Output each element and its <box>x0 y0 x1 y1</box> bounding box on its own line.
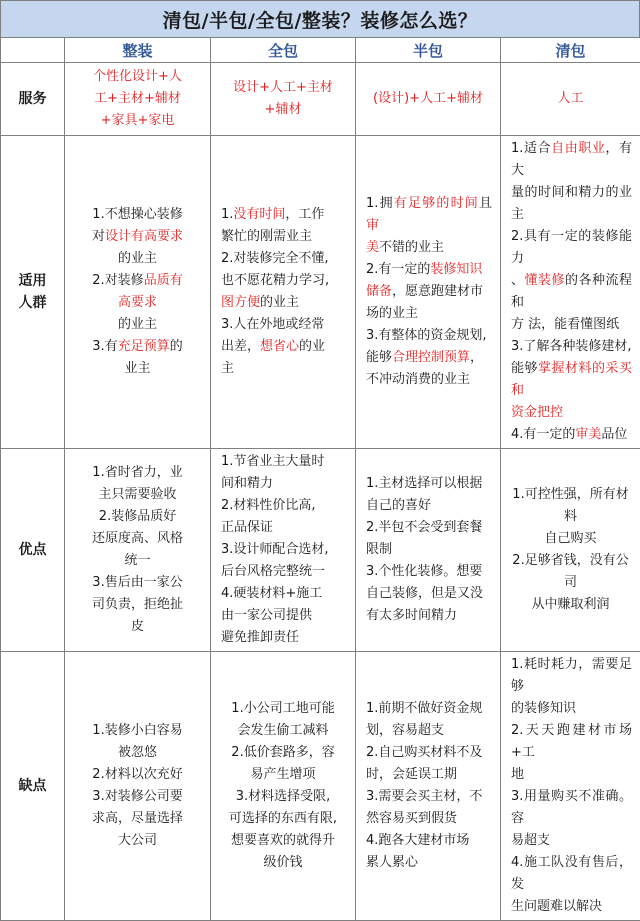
audience-text-line <box>221 292 347 314</box>
cons-text-line: 累人累心 <box>366 852 492 874</box>
cons-text-line: 1.装修小白容易 <box>71 720 204 742</box>
row-label-audience <box>1 136 65 449</box>
audience-text: ， <box>470 350 483 365</box>
column-header-row <box>1 38 640 63</box>
service-text-line: 工+主材+辅材 <box>65 88 210 110</box>
audience-text-line <box>511 182 632 226</box>
audience-text-line <box>366 303 492 325</box>
cons-text-line: 被忽悠 <box>71 742 204 764</box>
audience-text: 2.有一定的 <box>366 262 430 277</box>
audience-highlight: 没有时间 <box>233 207 285 222</box>
cons-cell <box>65 652 211 921</box>
audience-text: 3.有 <box>92 339 117 354</box>
audience-highlight: 高要求 <box>118 295 157 310</box>
service-cell <box>65 63 211 136</box>
cons-text-line: 易超支 <box>511 830 632 852</box>
audience-text-line <box>511 138 632 182</box>
audience-text-line <box>366 325 492 347</box>
cons-text-line: 1.耗时耗力，需要足够 <box>511 654 632 698</box>
cons-text-line: 然容易买到假货 <box>366 808 492 830</box>
audience-highlight: 设计有高要求 <box>105 229 183 244</box>
audience-text: 的 <box>170 339 183 354</box>
pros-text-line: 1.节省业主大量时 <box>221 451 347 473</box>
audience-text: 1.不想操心装修 <box>92 207 182 222</box>
audience-text: 繁忙的刚需业主 <box>221 229 312 244</box>
audience-text-line <box>511 314 632 336</box>
audience-highlight: 储备 <box>366 284 392 299</box>
audience-cell <box>211 136 356 449</box>
audience-text: 2.对装修 <box>92 273 143 288</box>
pros-text-line: 有太多时间精力 <box>366 605 492 627</box>
audience-text: 也不愿花精力学习, <box>221 273 329 288</box>
audience-text: 、 <box>511 273 525 288</box>
audience-text-line <box>221 204 347 226</box>
pros-text-line: 避免推卸责任 <box>221 627 347 649</box>
audience-text: 能够 <box>366 350 392 365</box>
audience-highlight: 图方便 <box>221 295 260 310</box>
audience-text: 不冲动消费的业主 <box>366 372 470 387</box>
audience-highlight: 美 <box>366 240 379 255</box>
comparison-table <box>0 37 640 921</box>
column-header-quanbao: 全包 <box>211 38 356 63</box>
audience-text: 不错的业主 <box>379 240 444 255</box>
audience-text-line <box>71 248 204 270</box>
service-text-line: 设计+人工+主材 <box>211 77 355 99</box>
cons-text-line: 级价钱 <box>217 852 349 874</box>
audience-highlight: 审 <box>366 218 379 233</box>
cons-text-line: 的装修知识 <box>511 698 632 720</box>
pros-text-line: 2.足够省钱，没有公司 <box>507 550 634 594</box>
audience-text: 3.人在外地或经常 <box>221 317 324 332</box>
cons-text-line: 3.需要会买主材，不 <box>366 786 492 808</box>
audience-text-line <box>511 358 632 402</box>
column-header-zhengzhuang: 整装 <box>65 38 211 63</box>
audience-text: ，工作 <box>285 207 324 222</box>
cons-text-line: 3.材料选择受限, <box>217 786 349 808</box>
cons-text-line: 1.前期不做好资金规 <box>366 698 492 720</box>
audience-text: 出差， <box>221 339 260 354</box>
audience-text-line <box>221 336 347 358</box>
audience-text-line <box>366 259 492 281</box>
pros-text-line: 1.可控性强，所有材料 <box>507 484 634 528</box>
audience-highlight: 掌握材料的采买和 <box>511 361 632 398</box>
audience-text: 的业主 <box>118 317 157 332</box>
audience-highlight: 审美 <box>575 427 601 442</box>
cons-text-line: 2.天天跑建材市场+工 <box>511 720 632 764</box>
audience-text-line <box>71 292 204 314</box>
pros-cell <box>65 449 211 652</box>
cons-text-line: 地 <box>511 764 632 786</box>
service-cell <box>356 63 501 136</box>
audience-highlight: 装修知识 <box>430 262 482 277</box>
service-text-line: +辅材 <box>211 99 355 121</box>
audience-text: 且 <box>479 196 492 211</box>
audience-text-line <box>511 226 632 270</box>
audience-text: 2.具有一定的装修能力 <box>511 229 632 266</box>
pros-text-line: 统一 <box>71 550 204 572</box>
cons-text-line: 2.自己购买材料不及 <box>366 742 492 764</box>
pros-cell <box>501 449 640 652</box>
row-label-pros: 优点 <box>1 449 65 652</box>
cons-text-line: 时，会延误工期 <box>366 764 492 786</box>
pros-text-line: 还原度高、风格 <box>71 528 204 550</box>
pros-text-line: 由一家公司提供 <box>221 605 347 627</box>
audience-text-line <box>221 270 347 292</box>
audience-text-line <box>71 226 204 248</box>
corner-cell <box>1 38 65 63</box>
audience-highlight: 懂装修 <box>525 273 565 288</box>
audience-cell <box>501 136 640 449</box>
audience-text-line <box>221 314 347 336</box>
audience-text-line <box>71 204 204 226</box>
audience-text: ，愿意跑建材市 <box>392 284 483 299</box>
audience-text-line <box>366 193 492 237</box>
pros-text-line: 2.装修品质好 <box>71 506 204 528</box>
pros-text-line: 从中赚取利润 <box>507 594 634 616</box>
audience-text-line <box>71 314 204 336</box>
cons-text-line: 大公司 <box>71 830 204 852</box>
pros-text-line: 自己购买 <box>507 528 634 550</box>
pros-text-line: 限制 <box>366 539 492 561</box>
pros-text-line: 后台风格完整统一 <box>221 561 347 583</box>
service-cell <box>501 63 640 136</box>
pros-text-line: 主只需要验收 <box>71 484 204 506</box>
service-text-line: 人工 <box>501 88 640 110</box>
cons-text-line: 可选择的东西有限, <box>217 808 349 830</box>
cons-text-line: 会发生偷工减料 <box>217 720 349 742</box>
column-header-banbao: 半包 <box>356 38 501 63</box>
audience-text-line <box>71 336 204 358</box>
pros-text-line: 正品保证 <box>221 517 347 539</box>
audience-highlight: 自由职业 <box>551 141 605 156</box>
audience-text: 方 法，能看懂图纸 <box>511 317 619 332</box>
audience-text-line <box>366 237 492 259</box>
audience-text-line <box>221 358 347 380</box>
service-text-line: +家具+家电 <box>65 110 210 132</box>
audience-text: 的业主 <box>260 295 299 310</box>
audience-text: 的各种流程和 <box>511 273 632 310</box>
audience-text: 3.了解各种装修建材, <box>511 339 632 354</box>
cons-cell <box>356 652 501 921</box>
cons-text-line: 3.用量购买不准确。容 <box>511 786 632 830</box>
pros-text-line: 1.省时省力，业 <box>71 462 204 484</box>
audience-text-line <box>366 369 492 391</box>
audience-text: 对 <box>92 229 105 244</box>
audience-text: 的业 <box>299 339 325 354</box>
pros-text-line: 1.主材选择可以根据 <box>366 473 492 495</box>
audience-text: 1. <box>221 207 233 222</box>
audience-text: 1.适合 <box>511 141 551 156</box>
audience-text: 主 <box>221 361 234 376</box>
cons-text-line: 2.低价套路多，容 <box>217 742 349 764</box>
row-audience <box>1 136 640 449</box>
audience-text: 品位 <box>601 427 627 442</box>
row-pros <box>1 449 640 652</box>
cons-text-line: 易产生增项 <box>217 764 349 786</box>
cons-cell <box>501 652 640 921</box>
column-header-qingbao: 清包 <box>501 38 640 63</box>
row-cons <box>1 652 640 921</box>
audience-highlight: 资金把控 <box>511 405 563 420</box>
row-label-audience-line1: 适用 <box>1 270 64 292</box>
audience-text: 3.有整体的资金规划, <box>366 328 487 343</box>
row-label-cons: 缺点 <box>1 652 65 921</box>
cons-cell <box>211 652 356 921</box>
row-label-audience-line2: 人群 <box>1 292 64 314</box>
audience-text: 业主 <box>124 361 150 376</box>
audience-highlight: 合理控制预算 <box>392 350 470 365</box>
audience-text: 2.对装修完全不懂, <box>221 251 329 266</box>
pros-text-line: 自己装修，但是又没 <box>366 583 492 605</box>
cons-text-line: 4.施工队没有售后，发 <box>511 852 632 896</box>
audience-text-line <box>511 336 632 358</box>
cons-text-line: 2.材料以次充好 <box>71 764 204 786</box>
service-text-line: (设计)+人工+辅材 <box>356 88 500 110</box>
pros-text-line: 2.材料性价比高, <box>221 495 347 517</box>
pros-text-line: 皮 <box>71 616 204 638</box>
audience-text-line <box>366 347 492 369</box>
cons-text-line: 3.对装修公司要 <box>71 786 204 808</box>
pros-text-line: 间和精力 <box>221 473 347 495</box>
audience-text-line <box>511 270 632 314</box>
service-text-line: 个性化设计+人 <box>65 66 210 88</box>
audience-cell <box>65 136 211 449</box>
audience-highlight: 有足够的时间 <box>394 196 479 211</box>
audience-text: ，有大 <box>511 141 632 178</box>
pros-text-line: 3.设计师配合选材, <box>221 539 347 561</box>
cons-text-line: 划，容易超支 <box>366 720 492 742</box>
audience-text: 能够 <box>511 361 538 376</box>
cons-text-line: 求高，尽量选择 <box>71 808 204 830</box>
service-cell <box>211 63 356 136</box>
audience-text: 量的时间和精力的业主 <box>511 185 632 222</box>
audience-text-line <box>71 358 204 380</box>
audience-cell <box>356 136 501 449</box>
cons-text-line: 生问题难以解决 <box>511 896 632 918</box>
audience-text: 场的业主 <box>366 306 418 321</box>
pros-text-line: 4.硬装材料+施工 <box>221 583 347 605</box>
audience-text-line <box>511 402 632 424</box>
audience-text-line <box>366 281 492 303</box>
pros-text-line: 2.半包不会受到套餐 <box>366 517 492 539</box>
pros-text-line: 自己的喜好 <box>366 495 492 517</box>
audience-text-line <box>221 226 347 248</box>
row-service <box>1 63 640 136</box>
audience-text: 的业主 <box>118 251 157 266</box>
audience-highlight: 品质有 <box>144 273 183 288</box>
audience-text: 4.有一定的 <box>511 427 575 442</box>
pros-text-line: 司负责，拒绝扯 <box>71 594 204 616</box>
cons-text-line: 4.跑各大建材市场 <box>366 830 492 852</box>
audience-text-line <box>511 424 632 446</box>
pros-cell <box>356 449 501 652</box>
audience-highlight: 想省心 <box>260 339 299 354</box>
page-title: 清包/半包/全包/整装？装修怎么选？ <box>0 0 640 38</box>
pros-cell <box>211 449 356 652</box>
cons-text-line: 1.小公司工地可能 <box>217 698 349 720</box>
audience-text-line <box>71 270 204 292</box>
audience-text-line <box>221 248 347 270</box>
pros-text-line: 3.个性化装修。想要 <box>366 561 492 583</box>
row-label-service: 服务 <box>1 63 65 136</box>
audience-text: 1.拥 <box>366 196 394 211</box>
audience-highlight: 充足预算 <box>118 339 170 354</box>
pros-text-line: 3.售后由一家公 <box>71 572 204 594</box>
cons-text-line: 想要喜欢的就得升 <box>217 830 349 852</box>
